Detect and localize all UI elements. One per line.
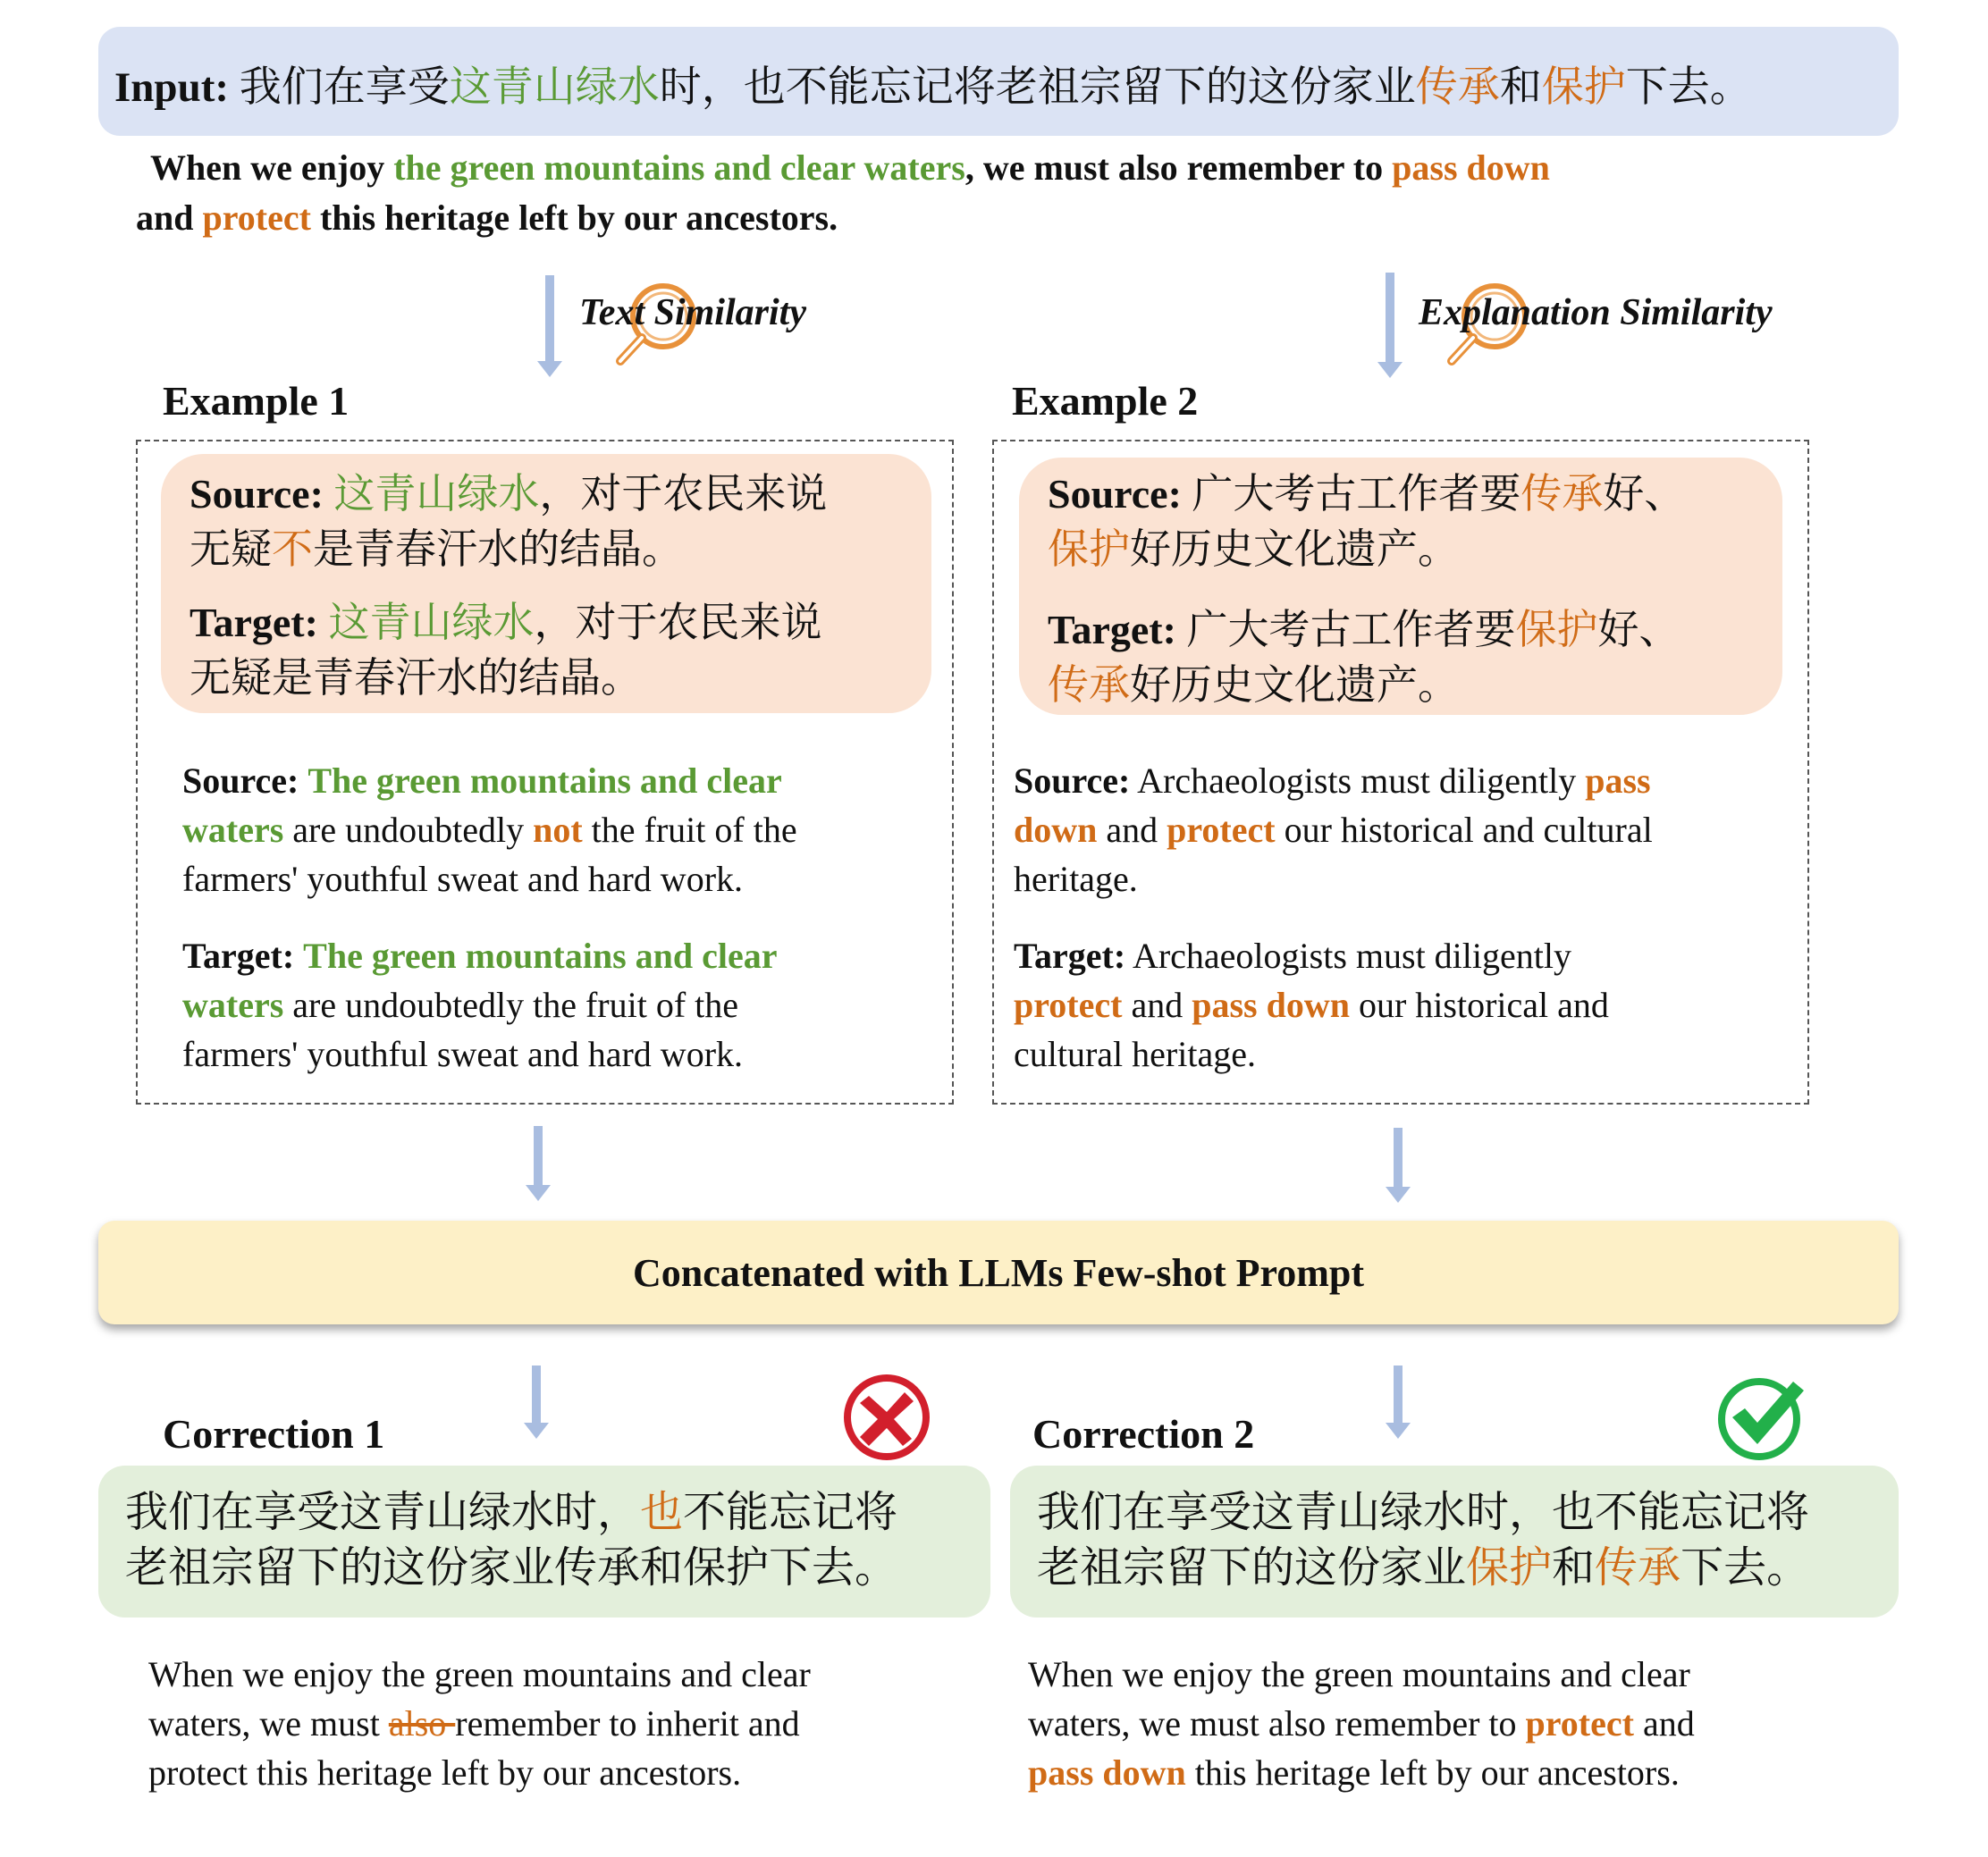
example-1-en-target <box>182 931 942 1079</box>
zh-text: 下去。 <box>1681 1544 1810 1592</box>
input-en-text: this heritage left by our ancestors. <box>310 197 838 238</box>
source-label: Source: <box>190 471 324 517</box>
prompt-label: Concatenated with LLMs Few-shot Prompt <box>632 1250 1365 1295</box>
input-box <box>98 27 1899 136</box>
source-label: Source: <box>1014 760 1131 801</box>
input-zh-orange: 保护 <box>1541 64 1626 111</box>
zh-green: 这青山绿水 <box>333 471 540 517</box>
zh-orange: 保护 <box>1466 1544 1553 1592</box>
en-orange: down <box>1014 810 1098 850</box>
example-2-en-source <box>1014 756 1800 903</box>
en-orange: protect <box>1525 1703 1634 1744</box>
zh-text: 好历史文化遗产。 <box>1130 526 1459 572</box>
en-green: The green mountains and clear <box>307 760 782 801</box>
en-text: and <box>1633 1703 1695 1744</box>
en-orange: protect <box>1014 985 1123 1025</box>
input-translation <box>136 143 1902 243</box>
en-orange: protect <box>1167 810 1276 850</box>
en-text: Archaeologists must diligently <box>1125 936 1572 976</box>
zh-orange: 也 <box>640 1489 684 1536</box>
input-en-text: , we must also remember to <box>965 147 1393 188</box>
zh-text: 不能忘记将 <box>683 1489 898 1536</box>
zh-text: 老祖宗留下的这份家业 <box>1037 1544 1467 1592</box>
en-strikethrough: also <box>388 1703 456 1744</box>
en-text: our historical and <box>1349 985 1609 1025</box>
text-similarity-label: Text Similarity <box>579 292 806 333</box>
correction-2-zh-panel <box>1010 1466 1899 1618</box>
zh-orange: 传承 <box>1048 662 1130 708</box>
zh-text: 好、 <box>1597 607 1681 652</box>
input-zh-text: 和 <box>1499 64 1542 111</box>
zh-text: 我们在享受这青山绿水时，也不能忘记将 <box>1037 1489 1810 1536</box>
en-text: Archaeologists must diligently <box>1130 760 1586 801</box>
zh-text: 我们在享受这青山绿水时， <box>125 1489 641 1536</box>
zh-orange: 传承 <box>1520 471 1604 517</box>
en-text: and <box>1122 985 1192 1025</box>
en-text: farmers' youthful sweat and hard work. <box>182 859 744 899</box>
en-orange: pass <box>1585 760 1651 801</box>
correction-1-zh-panel <box>98 1466 990 1618</box>
target-label: Target: <box>1014 936 1126 976</box>
input-en-green: the green mountains and clear waters <box>393 147 965 188</box>
en-orange: pass down <box>1192 985 1350 1025</box>
example-2-en-target <box>1014 931 1800 1079</box>
correction-2-en <box>1028 1650 1886 1797</box>
en-text: are undoubtedly the fruit of the <box>283 985 739 1025</box>
example-2-title: Example 2 <box>1012 378 1199 424</box>
en-text: waters, we must also remember to <box>1028 1703 1526 1744</box>
zh-text: 无疑 <box>190 526 272 572</box>
input-label: Input: <box>114 64 230 111</box>
target-label: Target: <box>190 600 318 645</box>
zh-text: 好、 <box>1603 471 1686 517</box>
input-zh-text: 下去。 <box>1625 64 1752 111</box>
red-x-circle-icon <box>840 1371 933 1464</box>
zh-text: 好历史文化遗产。 <box>1130 662 1459 708</box>
zh-text: 广大考古工作者要 <box>1192 471 1521 517</box>
explanation-similarity-label: Explanation Similarity <box>1419 292 1773 333</box>
zh-orange: 不 <box>272 526 313 572</box>
zh-green: 这青山绿水 <box>328 600 535 645</box>
en-text: farmers' youthful sweat and hard work. <box>182 1034 744 1074</box>
input-zh-text: 我们在享受 <box>239 64 450 111</box>
en-green: waters <box>182 810 284 850</box>
correction-1-en <box>148 1650 989 1797</box>
zh-orange: 传承 <box>1595 1544 1681 1592</box>
en-text: this heritage left by our ancestors. <box>1185 1752 1680 1793</box>
en-orange: pass down <box>1028 1752 1186 1793</box>
zh-text: 无疑是青春汗水的结晶。 <box>190 655 642 701</box>
zh-text: 和 <box>1552 1544 1596 1592</box>
zh-orange: 保护 <box>1515 607 1598 652</box>
input-en-orange: pass down <box>1392 147 1550 188</box>
zh-text: 是青春汗水的结晶。 <box>313 526 683 572</box>
en-text: When we enjoy the green mountains and clear <box>148 1654 811 1694</box>
en-green: waters <box>182 985 284 1025</box>
en-text: When we enjoy the green mountains and clear <box>1028 1654 1690 1694</box>
en-text: the fruit of the <box>582 810 797 850</box>
en-text: are undoubtedly <box>283 810 534 850</box>
en-orange: not <box>533 810 583 850</box>
correction-1-title: Correction 1 <box>163 1411 385 1457</box>
zh-orange: 保护 <box>1048 526 1130 572</box>
en-text: our historical and cultural <box>1275 810 1653 850</box>
zh-text: ，对于农民来说 <box>539 471 828 517</box>
correction-2-title: Correction 2 <box>1032 1411 1255 1457</box>
en-text: protect this heritage left by our ancestors. <box>148 1752 742 1793</box>
input-zh-green: 这青山绿水 <box>449 64 660 111</box>
en-text: waters, we must <box>148 1703 389 1744</box>
target-label: Target: <box>182 936 295 976</box>
example-2-zh-panel <box>1019 458 1782 715</box>
en-text: and <box>1097 810 1167 850</box>
en-green: The green mountains and clear <box>303 936 778 976</box>
example-1-en-source <box>182 756 942 903</box>
example-1-zh-panel <box>161 454 931 713</box>
input-en-text: When we enjoy <box>150 147 394 188</box>
zh-text: 老祖宗留下的这份家业传承和保护下去。 <box>125 1544 898 1592</box>
en-text: cultural heritage. <box>1014 1034 1256 1074</box>
few-shot-prompt-box <box>98 1221 1899 1324</box>
en-text: heritage. <box>1014 859 1138 899</box>
en-text: remember to inherit and <box>455 1703 800 1744</box>
green-check-circle-icon <box>1713 1369 1811 1462</box>
target-label: Target: <box>1048 607 1176 652</box>
input-en-text: and <box>136 197 203 238</box>
zh-text: ，对于农民来说 <box>534 600 822 645</box>
input-zh-text: 时，也不能忘记将老祖宗留下的这份家业 <box>659 64 1416 111</box>
source-label: Source: <box>182 760 299 801</box>
zh-text: 广大考古工作者要 <box>1186 607 1516 652</box>
input-en-orange: protect <box>202 197 311 238</box>
source-label: Source: <box>1048 471 1182 517</box>
example-1-title: Example 1 <box>163 378 350 424</box>
input-zh-orange: 传承 <box>1415 64 1500 111</box>
